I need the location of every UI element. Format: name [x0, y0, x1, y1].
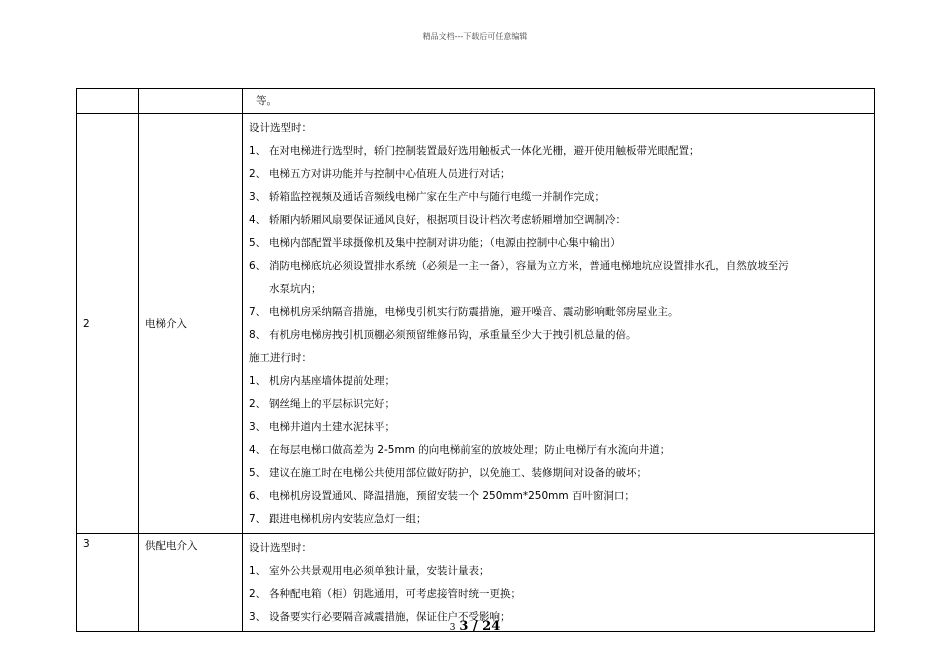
list-item: 建议在施工时在电梯公共使用部位做好防护，以免施工、装修期间对设备的破坏；: [269, 467, 647, 479]
content-table: [76, 88, 875, 632]
list-item: 钢丝绳上的平层标识完好；: [269, 398, 395, 410]
item-number: 1、: [249, 565, 267, 577]
section-heading: 设计选型时：: [249, 122, 312, 134]
item-number: 3、: [249, 191, 267, 203]
list-item: 设备要实行必要隔音减震措施，保证住户不受影响；: [269, 611, 511, 623]
row-index: 2: [77, 114, 139, 534]
item-number: 2、: [249, 398, 267, 410]
table-row: [77, 89, 875, 114]
table-cell: [243, 89, 875, 114]
item-number: 8、: [249, 329, 267, 341]
row-index: 3: [77, 534, 139, 632]
item-number: 4、: [249, 214, 267, 226]
page-number: 3 / 24: [459, 619, 501, 634]
row-content: [243, 534, 875, 632]
item-number: 7、: [249, 513, 267, 525]
list-item: 电梯井道内土建水泥抹平；: [269, 421, 395, 433]
list-item: 轿厢内轿厢风扇要保证通风良好，根据项目设计档次考虑轿厢增加空调制冷：: [269, 214, 626, 226]
list-item: 电梯机房设置通风、降温措施，预留安装一个 250mm*250mm 百叶窗洞口；: [269, 490, 635, 502]
row-title: 电梯介入: [139, 114, 243, 534]
item-number: 2、: [249, 588, 267, 600]
list-item: 在每层电梯口做高差为 2-5mm 的向电梯前室的放坡处理；防止电梯厅有水流向井道；: [269, 444, 671, 456]
list-item: 轿箱监控视频及通话音频线电梯广家在生产中与随行电缆一并制作完成；: [269, 191, 605, 203]
list-item-continuation: 水泵坑内；: [269, 283, 322, 295]
list-item: 机房内基座墙体提前处理；: [269, 375, 395, 387]
item-number: 1、: [249, 145, 267, 157]
list-item: 在对电梯进行选型时，轿门控制装置最好选用触板式一体化光栅，避开使用触板带光眼配置；: [269, 145, 700, 157]
table-cell: [77, 89, 139, 114]
item-number: 1、: [249, 375, 267, 387]
list-item: 消防电梯底坑必须设置排水系统（必须是一主一备），容量为立方米，普通电梯地坑应设置排水孔，自然放坡至污: [269, 260, 789, 272]
page-header: 精品文档---下载后可任意编辑: [422, 32, 528, 41]
item-number: 6、: [249, 260, 267, 272]
cell-text: 等。: [256, 95, 277, 107]
item-number: 5、: [249, 467, 267, 479]
item-number: 7、: [249, 306, 267, 318]
list-item: 电梯机房采纳隔音措施，电梯曳引机实行防震措施，避开噪音、震动影响毗邻房屋业主。: [269, 306, 679, 318]
item-number: 6、: [249, 490, 267, 502]
section-heading: 设计选型时：: [249, 542, 312, 554]
item-number: 3、: [249, 421, 267, 433]
item-number: 4、: [249, 444, 267, 456]
item-number: 3、: [249, 611, 267, 623]
row-title: 供配电介入: [139, 534, 243, 632]
list-item: 有机房电梯房拽引机顶棚必须预留维修吊钩，承重量至少大于拽引机总量的倍。: [269, 329, 637, 341]
list-item: 跟进电梯机房内安装应急灯一组；: [269, 513, 427, 525]
list-item: 各种配电箱（柜）钥匙通用，可考虑接管时统一更换；: [269, 588, 521, 600]
table-cell: [139, 89, 243, 114]
section-heading: 施工进行时：: [249, 352, 312, 364]
table-row-power: [77, 534, 875, 632]
list-item: 电梯五方对讲功能并与控制中心值班人员进行对话；: [269, 168, 511, 180]
page-footer: [0, 619, 950, 634]
item-number: 2、: [249, 168, 267, 180]
row-content: [243, 114, 875, 534]
table-row-elevator: [77, 114, 875, 534]
list-item: 室外公共景观用电必须单独计量，安装计量表；: [269, 565, 490, 577]
item-number: 5、: [249, 237, 267, 249]
footer-small-number: 3: [449, 623, 456, 633]
list-item: 电梯内部配置半球摄像机及集中控制对讲功能；（电源由控制中心集中输出）: [269, 237, 621, 249]
